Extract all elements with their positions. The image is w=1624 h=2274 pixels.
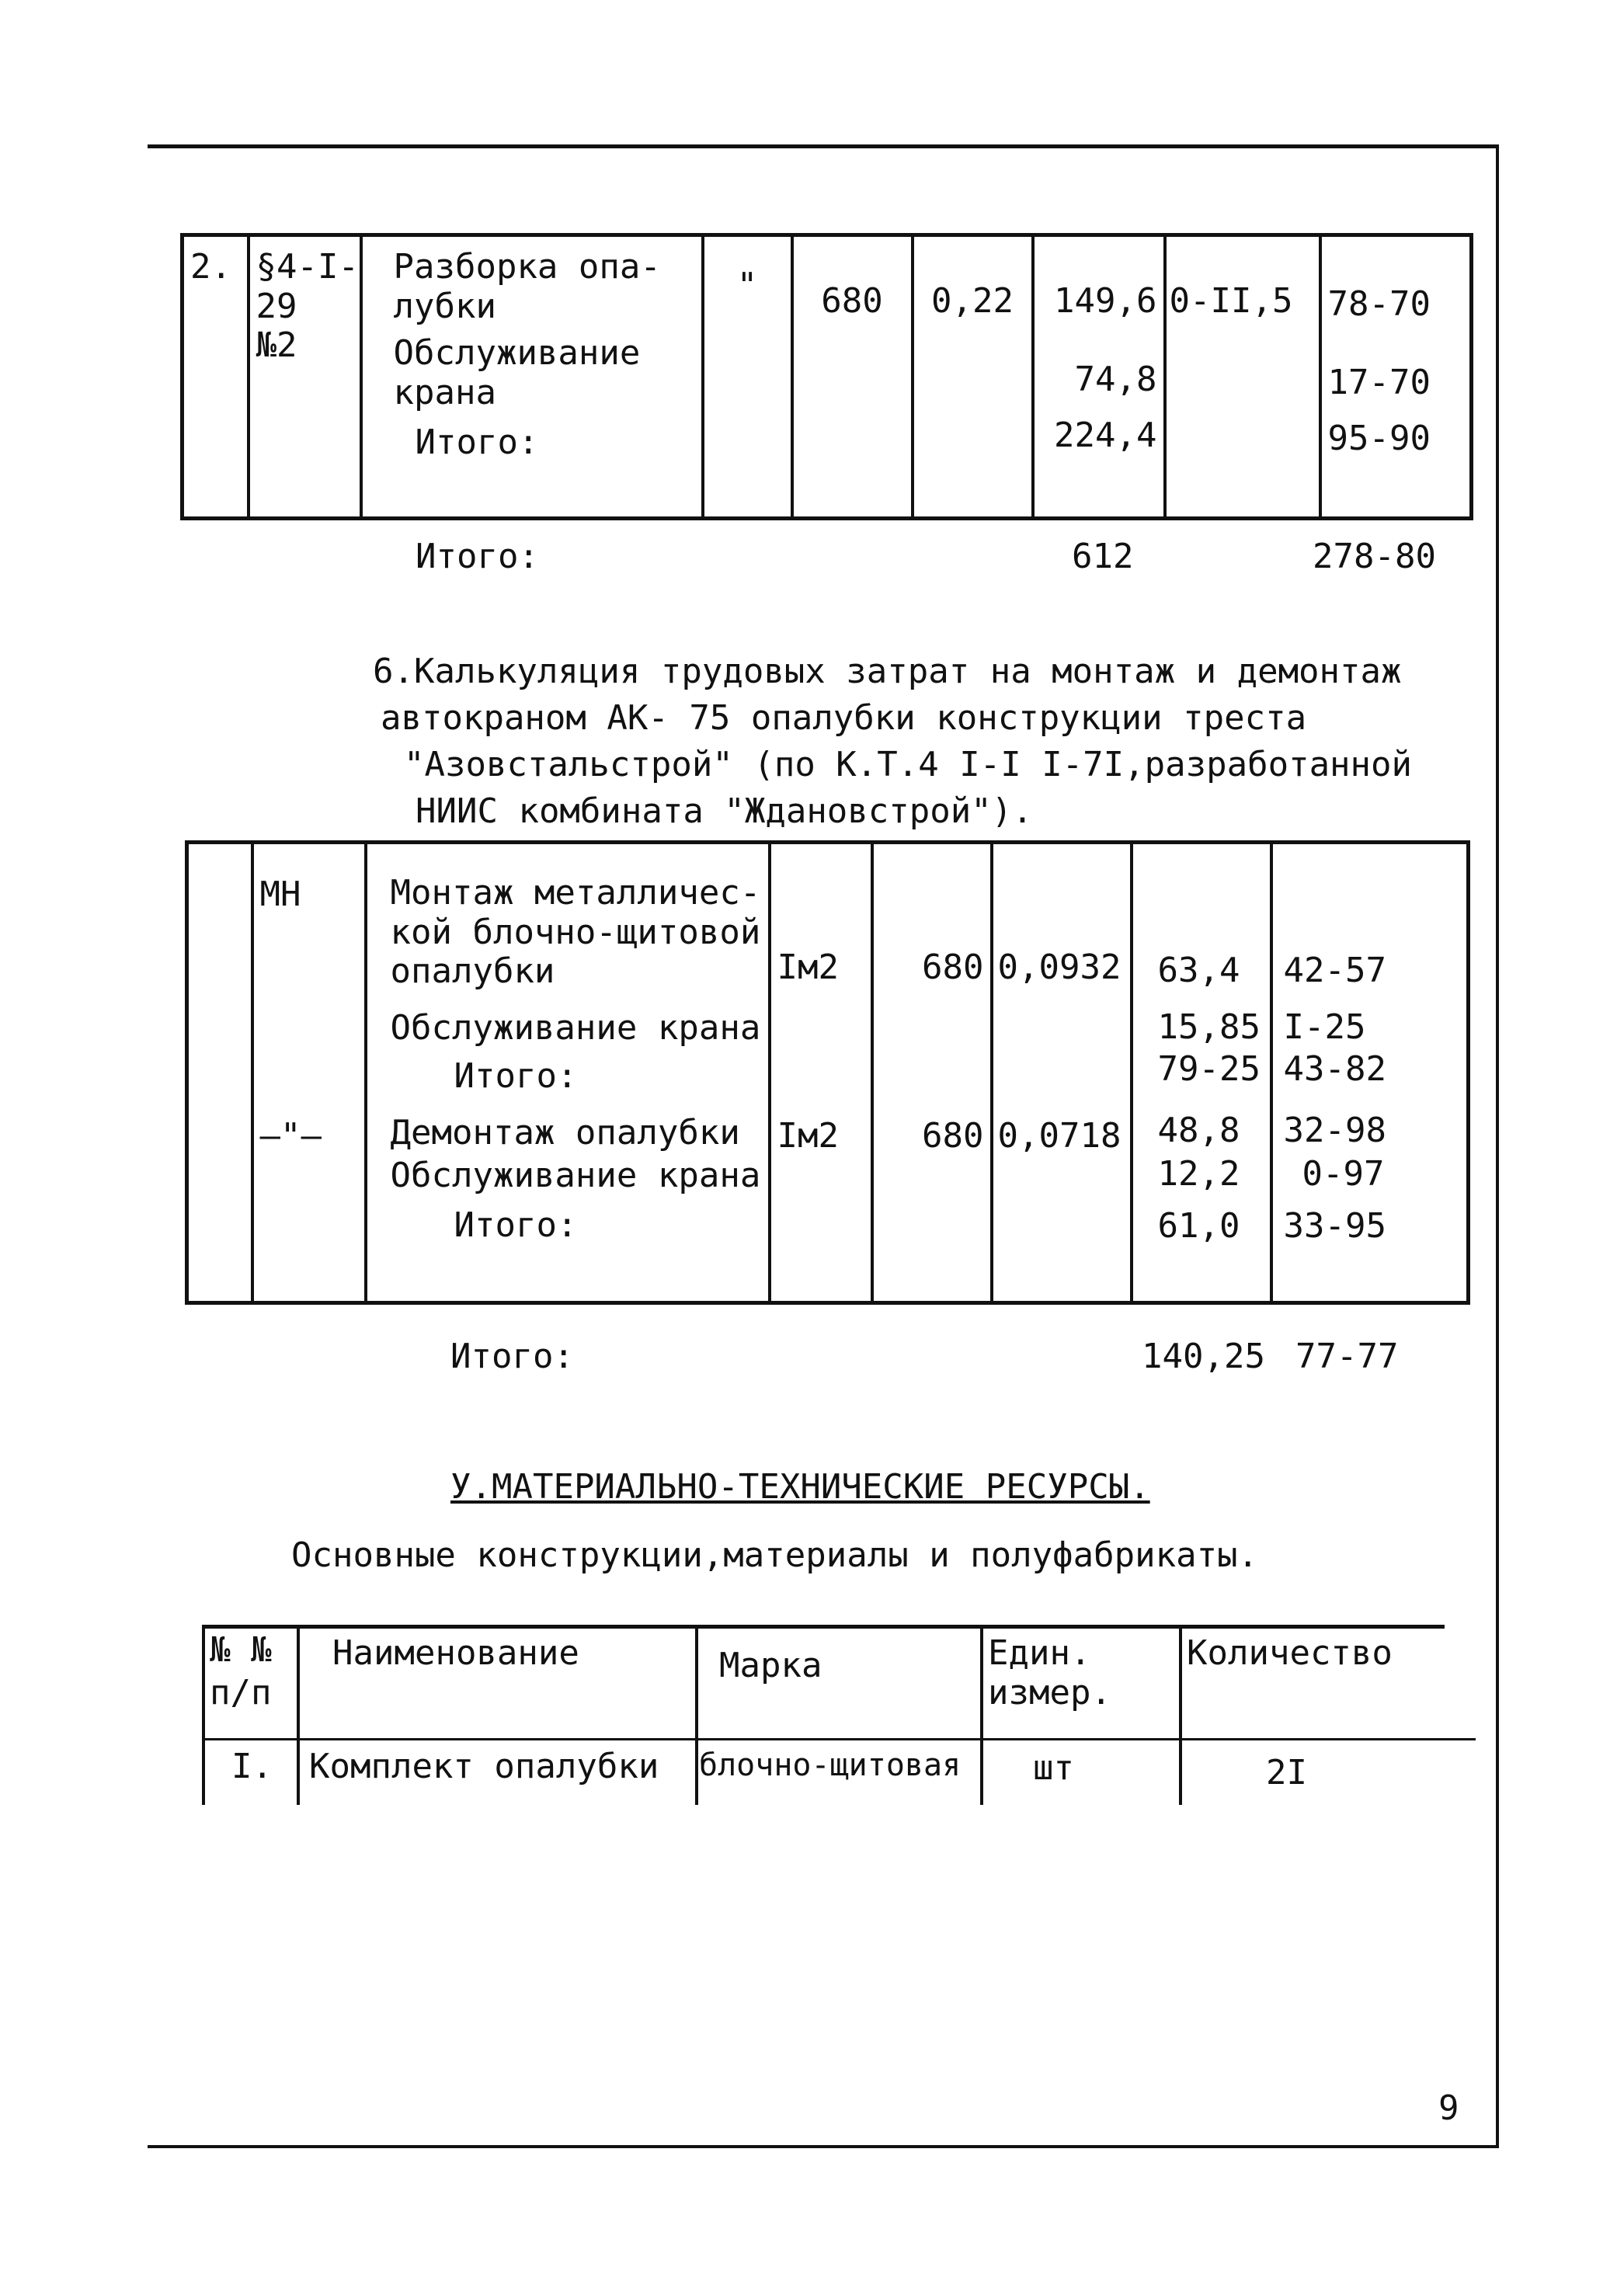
- col-divider: [297, 1625, 300, 1805]
- volume-cell: 680 680: [872, 843, 992, 1303]
- section-heading: У.МАТЕРИАЛЬНО-ТЕХНИЧЕСКИЕ РЕСУРСЫ.: [450, 1467, 1150, 1507]
- unit-cell: ": [703, 235, 792, 519]
- header-name: Наименование: [332, 1633, 579, 1673]
- table-row: [183, 235, 1472, 519]
- norm-code: МН —"—: [252, 843, 366, 1303]
- cost-cell: 78-70 17-70 95-90: [1320, 235, 1472, 519]
- cost-cell: 42-57 I-25 43-82 32-98 0-97 33-95: [1271, 843, 1469, 1303]
- row-unit: шт: [1033, 1748, 1074, 1788]
- section-subtitle: Основные конструкции,материалы и полуфабрикаты.: [291, 1535, 1259, 1575]
- total-cost: 278-80: [1313, 537, 1436, 576]
- total-cost: 77-77: [1295, 1337, 1399, 1376]
- header-quantity: Количество: [1187, 1633, 1393, 1673]
- total-label: Итого:: [450, 1337, 574, 1376]
- total-labor: 612: [1072, 537, 1134, 576]
- col-divider: [1179, 1625, 1182, 1805]
- row-quantity: 2I: [1266, 1753, 1307, 1792]
- bottom-frame-rule: [148, 2145, 1499, 2148]
- header-bottom-rule: [202, 1738, 1476, 1740]
- table-top-rule: [202, 1625, 1445, 1629]
- rate-cell: 0-II,5: [1165, 235, 1320, 519]
- table-row: [187, 843, 1469, 1303]
- col-divider: [980, 1625, 983, 1805]
- row-mark: блочно-щитовая: [699, 1747, 962, 1783]
- section-caption-line-1: 6.Калькуляция трудовых затрат на монтаж и демонтаж: [373, 652, 1402, 691]
- total-label: Итого:: [416, 537, 539, 576]
- page-number: 9: [1438, 2088, 1459, 2128]
- unit-cell: Iм2 Iм2: [770, 843, 872, 1303]
- work-description: Монтаж металличес- кой блочно-щитовой опалубки Обслуживание крана Итого: Демонтаж опалубки Обслуживание крана Итого:: [366, 843, 770, 1303]
- total-labor: 140,25: [1142, 1337, 1265, 1376]
- top-frame-rule: [148, 144, 1499, 148]
- col-divider: [695, 1625, 698, 1805]
- row-name: Комплект опалубки: [309, 1747, 659, 1786]
- labor-calculation-table: [185, 840, 1470, 1305]
- norm-cell: 0,0932 0,0718: [992, 843, 1132, 1303]
- header-unit: Един. измер.: [988, 1633, 1111, 1712]
- col-divider: [202, 1625, 205, 1805]
- labor-table-continued: [180, 233, 1473, 520]
- row-number: I.: [231, 1747, 273, 1786]
- labor-cell: 149,6 74,8 224,4: [1033, 235, 1165, 519]
- section-caption-line-2: автокраном АК- 75 опалубки конструкции треста: [381, 698, 1307, 738]
- section-caption-line-3: "Азовстальстрой" (по К.Т.4 I-I I-7I,разработанной: [404, 745, 1413, 784]
- labor-cell: 63,4 15,85 79-25 48,8 12,2 61,0: [1132, 843, 1271, 1303]
- header-mark: Марка: [719, 1646, 822, 1685]
- volume-cell: 680: [792, 235, 913, 519]
- work-description: Разборка опа- лубки Обслуживание крана Итого:: [361, 235, 703, 519]
- header-number: № № п/п: [210, 1630, 272, 1712]
- row-number: [187, 843, 252, 1303]
- norm-code: §4-I- 29 №2: [249, 235, 361, 519]
- section-caption-line-4: НИИС комбината "Ждановстрой").: [416, 791, 1033, 831]
- row-number: 2.: [183, 235, 249, 519]
- right-frame-rule: [1496, 144, 1499, 2148]
- norm-cell: 0,22: [913, 235, 1033, 519]
